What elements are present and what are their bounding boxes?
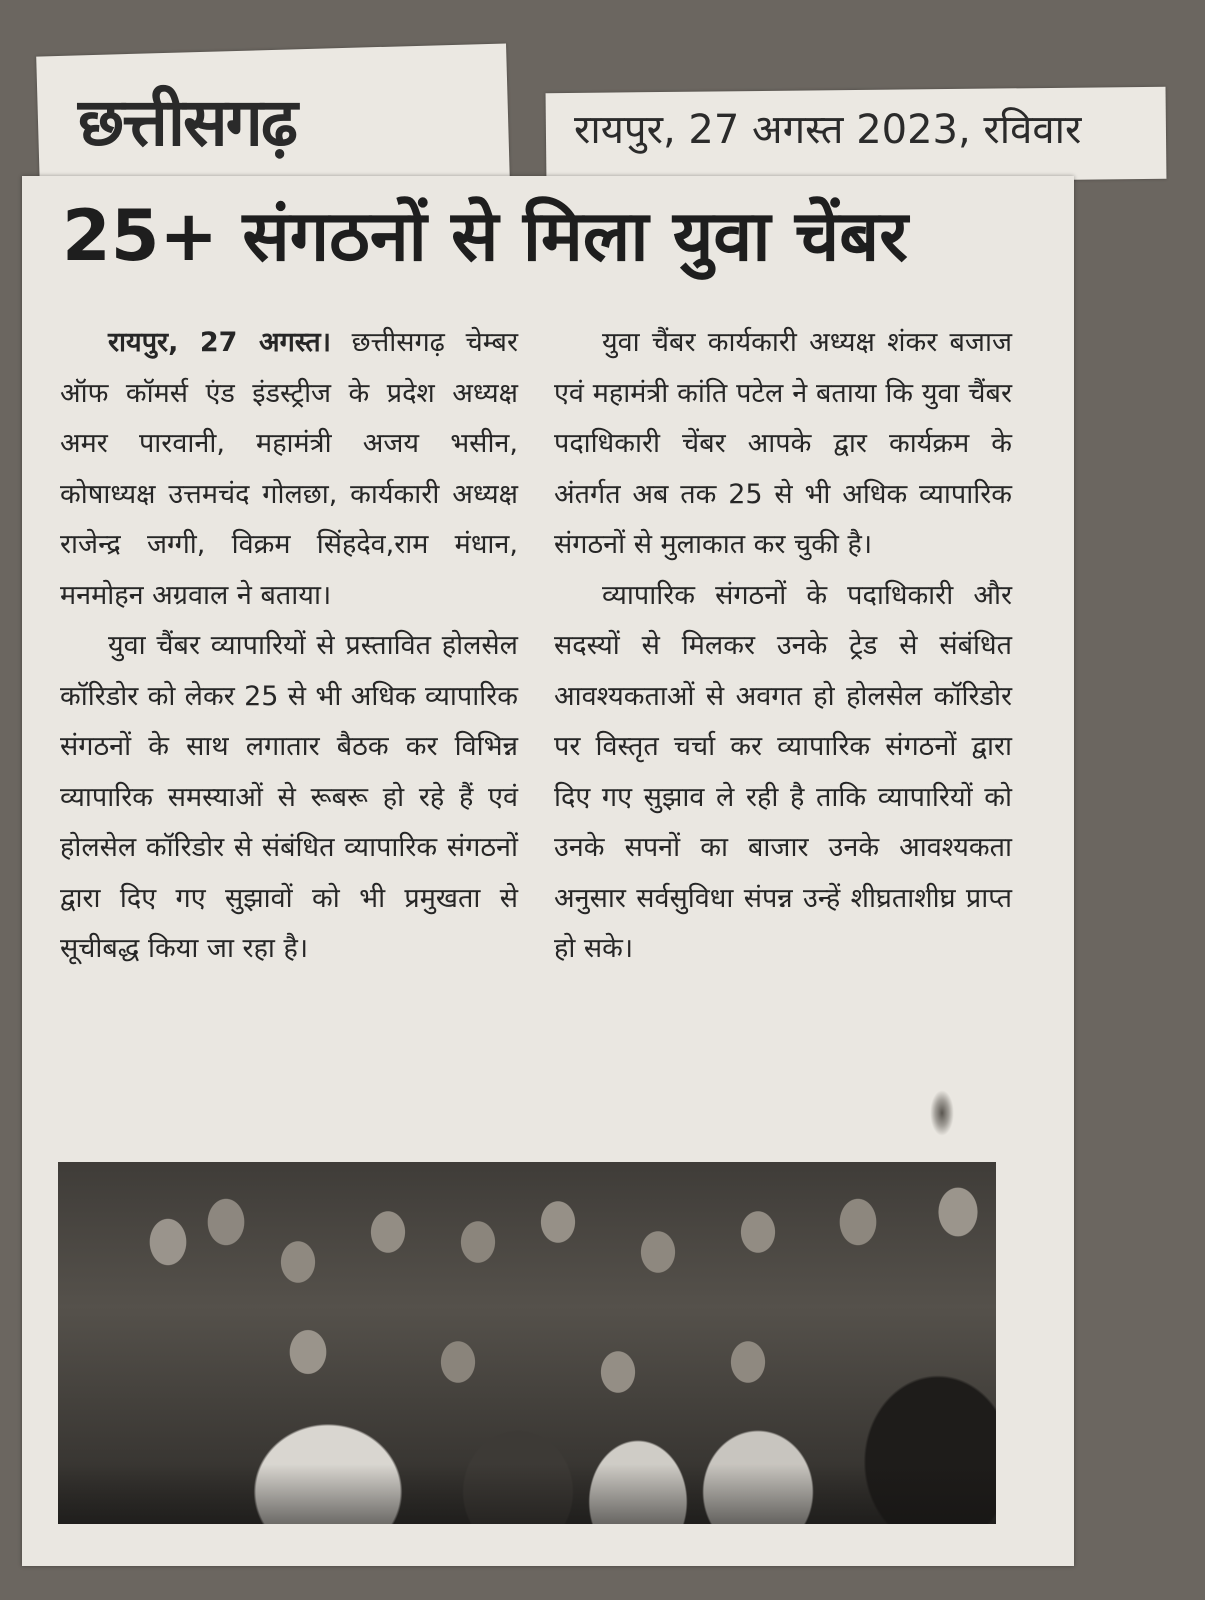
right-paragraph-1: युवा चैंबर कार्यकारी अध्यक्ष शंकर बजाज एवं महामंत्री कांति पटेल ने बताया कि युवा चैंबर पदाधिकारी चेंबर आपके द्वार कार्यक्रम के अंतर्गत अब तक 25 से भी अधिक व्यापारिक संगठनों से मुलाकात कर चुकी है। bbox=[554, 327, 1012, 560]
left-paragraph-1-body: छत्तीसगढ़ चेम्बर ऑफ कॉमर्स एंड इंडस्ट्रीज के प्रदेश अध्यक्ष अमर पारवानी, महामंत्री अजय भसीन, कोषाध्यक्ष उत्तमचंद गोलछा, कार्यकारी अध्यक्ष राजेन्द्र जग्गी, विक्रम सिंहदेव,राम मंधान, मनमोहन अग्रवाल ने बताया। bbox=[60, 327, 518, 611]
left-paragraph-2: युवा चैंबर व्यापारियों से प्रस्तावित होलसेल कॉरिडोर को लेकर 25 से भी अधिक व्यापारिक संगठनों के साथ लगातार बैठक कर विभिन्न व्यापारिक समस्याओं से रूबरू हो रहे हैं एवं होलसेल कॉरिडोर से संबंधित व्यापारिक संगठनों द्वारा दिए गए सुझावों को भी प्रमुखता से सूचीबद्ध किया जा रहा है। bbox=[60, 630, 518, 964]
article-column-left bbox=[60, 318, 518, 975]
article-headline: 25+ संगठनों से मिला युवा चेंबर bbox=[62, 195, 908, 277]
photo-shadow-band bbox=[58, 1464, 996, 1524]
left-paragraph-1 bbox=[60, 318, 518, 621]
article-column-right bbox=[554, 318, 1012, 975]
newspaper-masthead: छत्तीसगढ़ bbox=[78, 83, 296, 161]
ink-smudge bbox=[930, 1090, 954, 1136]
right-paragraph-2: व्यापारिक संगठनों के पदाधिकारी और सदस्यों से मिलकर उनके ट्रेड से संबंधित आवश्यकताओं से अवगत हो होलसेल कॉरिडोर पर विस्तृत चर्चा कर व्यापारिक संगठनों द्वारा दिए गए सुझाव ले रही है ताकि व्यापारियों को उनके सपनों का बाजार उनके आवश्यकता अनुसार सर्वसुविधा संपन्न उन्हें शीघ्रताशीघ्र प्राप्त हो सके। bbox=[554, 579, 1012, 964]
issue-dateline: रायपुर, 27 अगस्त 2023, रविवार bbox=[574, 107, 1082, 153]
article-dateline: रायपुर, 27 अगस्त। bbox=[108, 327, 331, 358]
group-photo bbox=[58, 1162, 996, 1524]
